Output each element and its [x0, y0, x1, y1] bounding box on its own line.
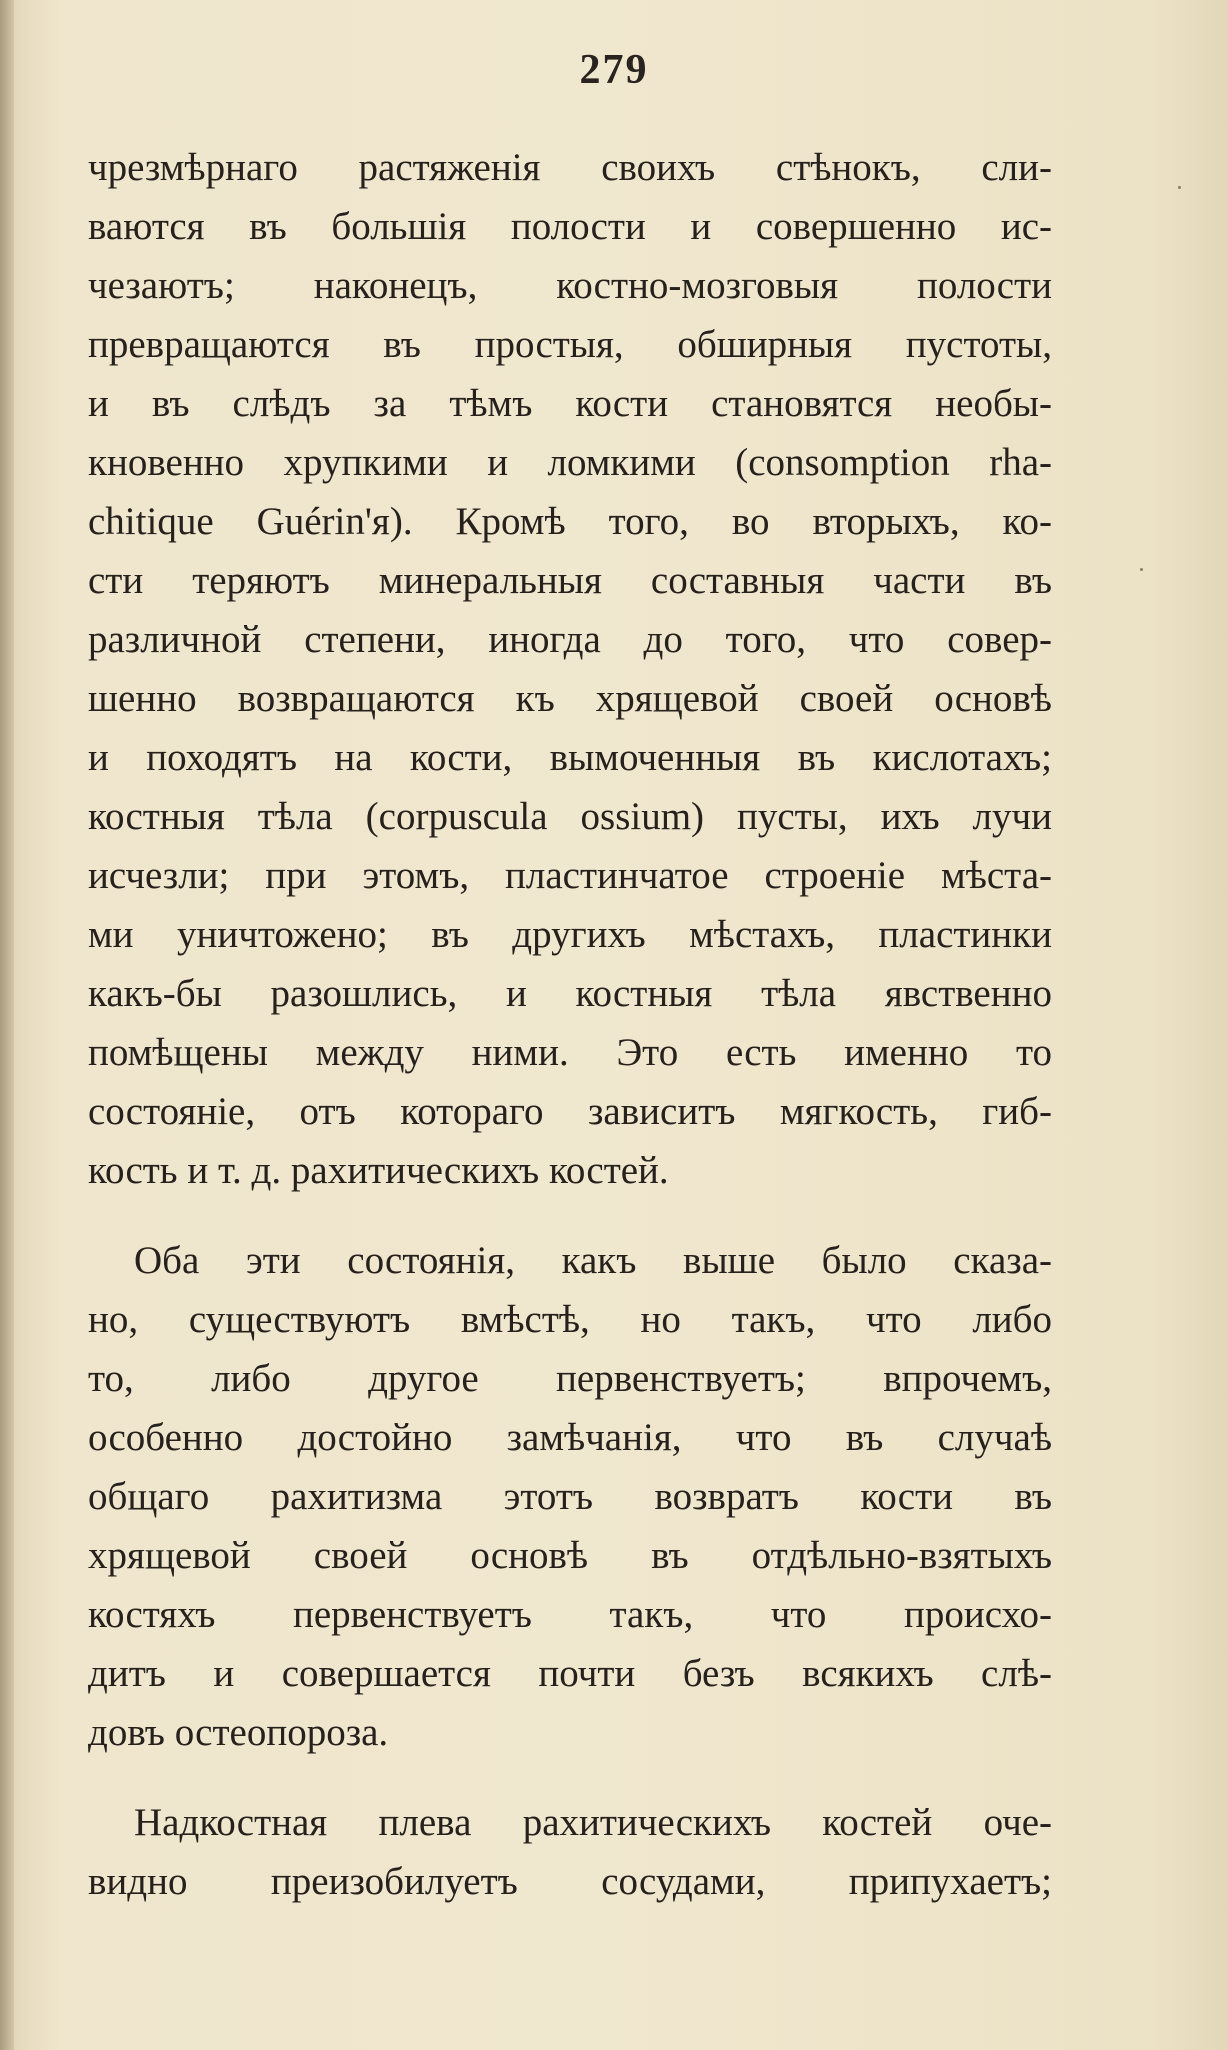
text-line: исчезли; при этомъ, пластинчатое строеніе мѣста- [88, 854, 1052, 897]
page-number: 279 [579, 47, 649, 93]
text-line: довъ остеопороза. [88, 1711, 389, 1754]
text-line: чрезмѣрнаго растяженія своихъ стѣнокъ, сли- [88, 146, 1052, 189]
paragraph-1 [88, 138, 1052, 1200]
text-line: Надкостная плева рахитическихъ костей оче- [134, 1801, 1052, 1844]
text-line: видно преизобилуетъ сосудами, припухаетъ; [88, 1860, 1052, 1903]
text-line: общаго рахитизма этотъ возвратъ кости въ [88, 1475, 1052, 1518]
text-line: дитъ и совершается почти безъ всякихъ слѣ- [88, 1652, 1052, 1695]
paragraph-spacer [88, 1200, 1052, 1231]
text-line: различной степени, иногда до того, что совер- [88, 618, 1052, 661]
text-line: костныя тѣла (corpuscula ossium) пусты, ихъ лучи [88, 795, 1052, 838]
text-line: костяхъ первенствуетъ такъ, что происхо- [88, 1593, 1052, 1636]
text-line: особенно достойно замѣчанія, что въ случаѣ [88, 1416, 1052, 1459]
page-gutter-shadow [0, 0, 14, 2050]
text-line: хрящевой своей основѣ въ отдѣльно-взятыхъ [88, 1534, 1052, 1577]
paragraph-spacer [88, 1762, 1052, 1793]
text-line: помѣщены между ними. Это есть именно то [88, 1031, 1052, 1074]
text-line: чезаютъ; наконецъ, костно-мозговыя полости [88, 264, 1052, 307]
text-line: ваются въ большія полости и совершенно ис- [88, 205, 1052, 248]
text-line: ми уничтожено; въ другихъ мѣстахъ, пластинки [88, 913, 1052, 956]
body-text [88, 138, 1052, 1911]
text-line: chitique Guérin'я). Кромѣ того, во вторыхъ, ко- [88, 500, 1052, 543]
text-line: но, существуютъ вмѣстѣ, но такъ, что либо [88, 1298, 1052, 1341]
text-line: кновенно хрупкими и ломкими (consomption rha- [88, 441, 1052, 484]
text-line: превращаются въ простыя, обширныя пустоты, [88, 323, 1052, 366]
text-line: Оба эти состоянія, какъ выше было сказа- [134, 1239, 1052, 1282]
text-line: кость и т. д. рахитическихъ костей. [88, 1149, 669, 1192]
paragraph-2 [88, 1231, 1052, 1762]
text-line: какъ-бы разошлись, и костныя тѣла явственно [88, 972, 1052, 1015]
text-line: состояніе, отъ котораго зависитъ мягкость, гиб- [88, 1090, 1052, 1133]
text-line: и въ слѣдъ за тѣмъ кости становятся необы- [88, 382, 1052, 425]
text-line: сти теряютъ минеральныя составныя части въ [88, 559, 1052, 602]
paragraph-3 [88, 1793, 1052, 1911]
text-line: шенно возвращаются къ хрящевой своей основѣ [88, 677, 1052, 720]
text-line: и походятъ на кости, вымоченныя въ кислотахъ; [88, 736, 1052, 779]
paper-speck [1178, 186, 1181, 189]
text-line: то, либо другое первенствуетъ; впрочемъ, [88, 1357, 1052, 1400]
paper-speck [1140, 568, 1143, 571]
